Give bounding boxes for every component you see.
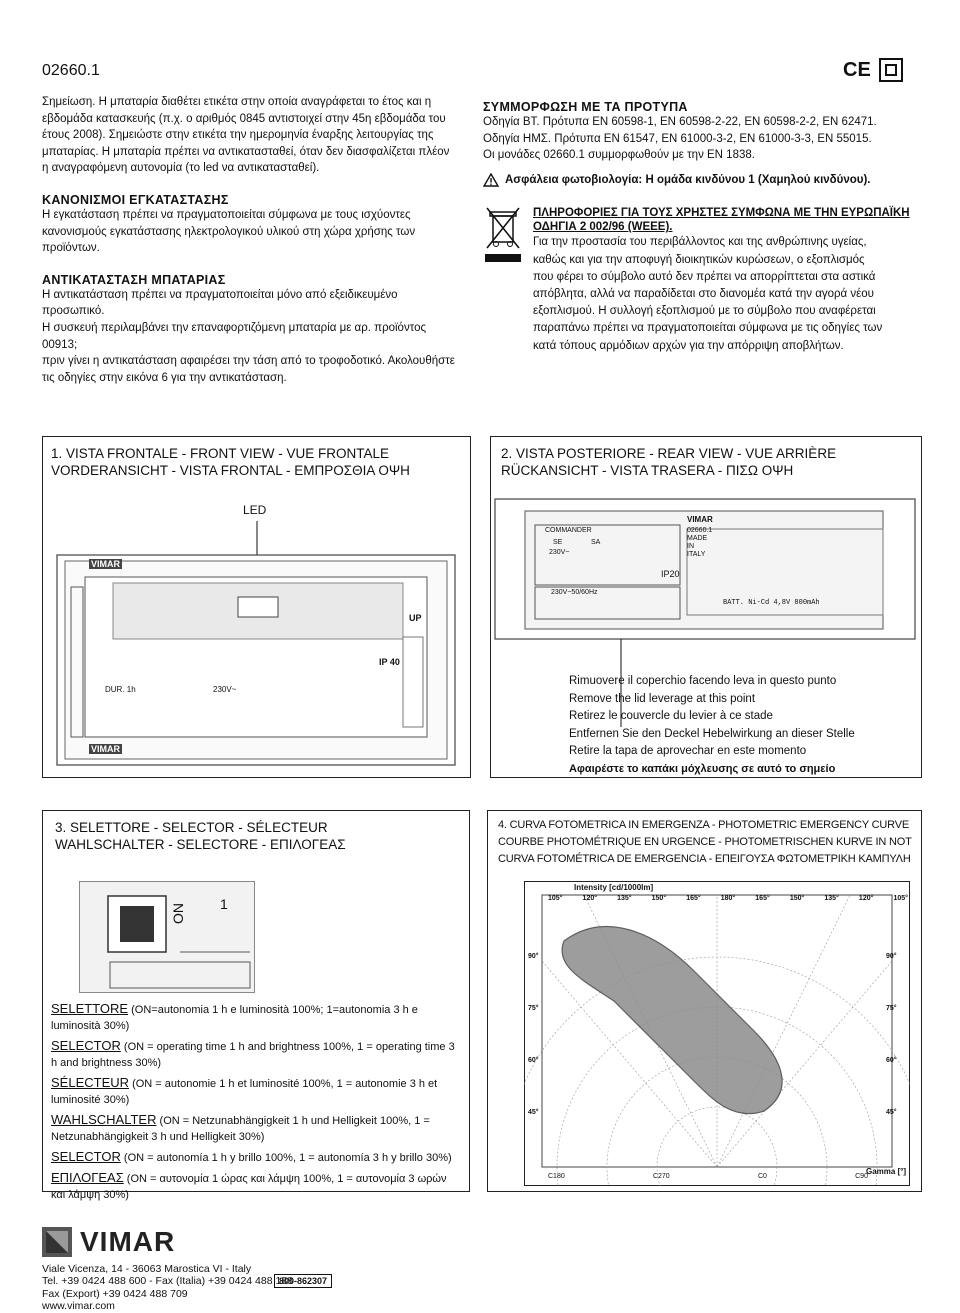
angle-tick: 60° xyxy=(886,1057,897,1064)
legend-key: SÉLECTEUR xyxy=(51,1075,130,1090)
instruction-line: Retire la tapa de aprovechar en este momento xyxy=(569,745,807,757)
angle-tick: 180° xyxy=(720,895,736,902)
intensity-label: Intensity [cd/1000lm] xyxy=(574,883,654,892)
footer-logo xyxy=(42,1226,175,1258)
angle-tick: 105° xyxy=(548,895,563,902)
text-line: απόβλητα, αλλά να παραδίδεται στο διανομέα κατά την αγορά νέου xyxy=(533,287,874,300)
caption-line: 3. SELETTORE - SELECTOR - SÉLECTEUR xyxy=(55,820,328,835)
left-column xyxy=(42,94,462,386)
supply-label: 230V~50/60Hz xyxy=(551,589,598,596)
caption-line: RÜCKANSICHT - VISTA TRASERA - ΠΙΣΩ ΟΨΗ xyxy=(501,463,794,478)
text-line: Η αντικατάσταση πρέπει να πραγματοποιείται μόνο από εξειδικευμένο προσωπικό. xyxy=(42,288,398,318)
figure-front-view xyxy=(42,436,471,778)
sa-label: SA xyxy=(591,539,601,546)
legend-value: (ON=autonomia 1 h e luminosità 100%; 1=autonomia 3 h e luminosità 30%) xyxy=(51,1004,418,1032)
fig2-caption xyxy=(501,445,836,479)
weee-title xyxy=(533,206,923,234)
weee-section xyxy=(483,206,923,354)
footer-address xyxy=(42,1263,293,1313)
photobio-text: Ασφάλεια φωτοβιολογία: Η ομάδα κινδύνου 1 (Χαμηλού κινδύνου). xyxy=(505,173,871,186)
led-label: LED xyxy=(243,503,267,517)
install-text xyxy=(42,207,462,257)
angle-tick: 150° xyxy=(789,895,805,902)
text-line: προϊόντων. xyxy=(42,242,100,255)
left-angle-ticks xyxy=(528,931,539,1139)
plane-label: C0 xyxy=(757,1173,767,1180)
dur-label xyxy=(105,685,136,694)
fig4-caption xyxy=(498,817,912,868)
right-angle-ticks xyxy=(886,931,897,1139)
fig3-caption xyxy=(55,819,346,853)
caption-line: COURBE PHOTOMÉTRIQUE EN URGENCE - PHOTOMETRISCHEN KURVE IN NOT xyxy=(498,836,912,848)
angle-tick: 90° xyxy=(886,953,897,960)
one-label: 1 xyxy=(220,896,228,912)
battery-label: BATT. Ni-Cd 4,8V 800mAh xyxy=(723,599,820,607)
text-line: που φέρει το σύμβολο αυτό δεν πρέπει να απορρίπτεται στα αστικά xyxy=(533,270,876,283)
vimar-logo-icon xyxy=(42,1227,72,1257)
document-code: 02660.1 xyxy=(42,62,100,79)
selector-drawing xyxy=(79,881,255,993)
legend-value: (ON = operating time 1 h and brightness 100%, 1 = operating time 3 h and brightness 30%) xyxy=(51,1041,455,1069)
instruction-line: Rimuovere il coperchio facendo leva in questo punto xyxy=(569,675,837,687)
battery-text xyxy=(42,287,462,387)
angle-tick: 60° xyxy=(528,1057,539,1064)
instruction-line: Αφαιρέστε το καπάκι μόχλευσης σε αυτό το σημείο xyxy=(569,762,836,775)
voltage-label: 230V~ xyxy=(213,685,237,694)
certification-marks xyxy=(843,58,903,82)
legend-key: SELECTOR xyxy=(51,1038,121,1053)
note-line: Σημείωση. Η μπαταρία διαθέτει ετικέτα στην οποία αναγράφεται το έτος και η xyxy=(42,96,432,108)
legend-el xyxy=(51,1170,461,1203)
text-line: πριν γίνει η αντικατάσταση αφαιρέσει την τάση από το τροφοδοτικό. Ακολουθήστε xyxy=(42,355,455,368)
battery-title: ΑΝΤΙΚΑΤΑΣΤΑΣΗ ΜΠΑΤΑΡΙΑΣ xyxy=(42,272,226,287)
top-angle-ticks xyxy=(548,895,908,902)
note-line: μπαταρίας. Η μπαταρία πρέπει να αντικατασταθεί, όταν δεν διασφαλίζεται πλέον xyxy=(42,145,450,158)
remove-lid-instructions xyxy=(569,673,855,778)
green-number-badge: 800-862307 xyxy=(274,1274,332,1288)
gamma-label: Gamma [°] xyxy=(866,1167,907,1176)
angle-tick: 45° xyxy=(528,1109,539,1116)
legend-it xyxy=(51,1001,461,1034)
legend-fr xyxy=(51,1075,461,1108)
right-column xyxy=(483,100,923,355)
battery-note xyxy=(42,94,462,177)
crossed-bin-icon xyxy=(483,206,523,264)
plane-label: C90 xyxy=(855,1173,868,1180)
made-in-italy xyxy=(687,527,712,559)
text-line: καθώς και για την αποφυγή διοικητικών κυρώσεων, ο εξοπλισμός xyxy=(533,253,865,266)
text-line: ΠΛΗΡΟΦΟΡΙΕΣ ΓΙΑ ΤΟΥΣ ΧΡΗΣΤΕΣ ΣΥΜΦΩΝΑ ΜΕ ΤΗΝ ΕΥΡΩΠΑΪΚΗ xyxy=(533,207,910,220)
photometric-polar-chart xyxy=(524,881,910,1186)
fig1-brand-bottom: VIMAR xyxy=(91,744,120,754)
address-line: Fax (Export) +39 0424 488 709 xyxy=(42,1287,188,1300)
text-line: Οδηγία ΗΜΣ. Πρότυπα EN 61547, EN 61000-3-2, EN 61000-3-3, EN 55015. xyxy=(483,132,872,145)
angle-tick: 135° xyxy=(617,895,632,902)
up-label: UP xyxy=(409,613,422,623)
conformity-text xyxy=(483,114,923,164)
caption-line: 4. CURVA FOTOMETRICA IN EMERGENZA - PHOTOMETRIC EMERGENCY CURVE xyxy=(498,819,909,831)
caption-line: 1. VISTA FRONTALE - FRONT VIEW - VUE FRONTALE xyxy=(51,446,390,461)
dur-text: DUR. xyxy=(105,685,125,694)
angle-tick: 165° xyxy=(686,895,701,902)
caption-line: CURVA FOTOMÉTRICA DE EMERGENCIA - ΕΠΕΙΓΟΥΣΑ ΦΩΤΟΜΕΤΡΙΚΗ ΚΑΜΠΥΛΗ xyxy=(498,853,911,865)
text-line: Η εγκατάσταση πρέπει να πραγματοποιείται σύμφωνα με τους ισχύοντες xyxy=(42,208,411,221)
figure-selector xyxy=(42,810,470,1201)
photobio-line xyxy=(483,172,923,189)
figure-rear-view xyxy=(490,436,922,778)
legend-key: SELETTORE xyxy=(51,1001,129,1016)
instruction-line: Retirez le couvercle du levier à ce stade xyxy=(569,710,773,722)
plane-label: C180 xyxy=(548,1173,565,1180)
legend-key: WAHLSCHALTER xyxy=(51,1112,157,1127)
se-label: SE xyxy=(553,539,563,546)
fig2-brand: VIMAR xyxy=(687,515,713,524)
instruction-line: Entfernen Sie den Deckel Hebelwirkung an dieser Stelle xyxy=(569,727,855,740)
se-volt-label: 230V~ xyxy=(549,549,570,556)
ce-mark-icon: CE xyxy=(843,58,871,81)
weee-text xyxy=(533,234,923,354)
commander-label: COMMANDER xyxy=(545,527,592,534)
plane-label: C270 xyxy=(652,1173,670,1180)
selector-legend xyxy=(51,1001,461,1207)
legend-de xyxy=(51,1112,461,1145)
text-line: εξοπλισμού. Η συλλογή εξοπλισμού με το σύμβολο που αναφέρεται xyxy=(533,305,876,318)
legend-value: (ON = autonomie 1 h et luminosité 100%, 1 = autonomie 3 h et luminosité 30%) xyxy=(51,1078,438,1106)
text-line: Η συσκευή περιλαμβάνει την επαναφορτιζόμενη μπαταρία με αρ. προϊόντος 00913; xyxy=(42,321,427,351)
caption-line: WAHLSCHALTER - SELECTORE - ΕΠΙΛΟΓΕΑΣ xyxy=(55,837,346,852)
double-insulation-icon xyxy=(879,58,903,82)
figure-photometric-curve xyxy=(487,810,922,1192)
text-line: Οδηγία ΒΤ. Πρότυπα EN 60598-1, EN 60598-2-22, EN 60598-2-2, EN 62471. xyxy=(483,116,877,128)
text-line: τις οδηγίες στην εικόνα 6 για την αντικατάσταση. xyxy=(42,371,287,384)
angle-tick: 75° xyxy=(886,1005,897,1012)
angle-tick: 105° xyxy=(893,895,908,902)
text-line: κατά τόπους αρμόδιων αρχών για την απόρριψη αποβλήτων. xyxy=(533,339,844,352)
caption-line: 2. VISTA POSTERIORE - REAR VIEW - VUE ARRIÈRE xyxy=(501,446,837,461)
italy-text: ITALY xyxy=(687,551,706,558)
in-text: IN xyxy=(687,543,694,550)
angle-tick: 90° xyxy=(528,953,539,960)
code-text: 02660.1 xyxy=(687,527,713,534)
bottom-plane-labels xyxy=(548,1173,868,1180)
note-line: έτους 2008). Σημειώστε στην ετικέτα την ημερομηνία έναρξης λειτουργίας της xyxy=(42,129,434,142)
legend-value: (ON = αυτονομία 1 ώρας και λάμψη 100%, 1 = αυτονομία 3 ωρών και λάμψη 30%) xyxy=(51,1173,447,1201)
text-line: ΟΔΗΓΙΑ 2 002/96 (WEEE). xyxy=(533,221,673,234)
angle-tick: 120° xyxy=(858,895,874,902)
caption-line: VORDERANSICHT - VISTA FRONTAL - ΕΜΠΡΟΣΘΙΑ ΟΨΗ xyxy=(51,463,410,478)
address-line: Viale Vicenza, 14 - 36063 Marostica VI - Italy xyxy=(42,1263,252,1275)
address-line: Tel. +39 0424 488 600 - Fax (Italia) +39 0424 488 188 xyxy=(42,1275,294,1288)
legend-value: (ON = Netzunabhängigkeit 1 h und Helligkeit 100%, 1 = Netzunabhängigkeit 3 h und Helligkeit 30%) xyxy=(51,1115,430,1143)
angle-tick: 165° xyxy=(755,895,770,902)
weee-symbol xyxy=(483,206,533,354)
legend-key: ΕΠΙΛΟΓΕΑΣ xyxy=(51,1170,124,1185)
legend-key: SELECTOR xyxy=(51,1149,121,1164)
install-title: ΚΑΝΟΝΙΣΜΟΙ ΕΓΚΑΤΑΣΤΑΣΗΣ xyxy=(42,192,229,207)
ip20-label: IP20 xyxy=(661,569,680,579)
hours-text: 1h xyxy=(126,685,136,694)
on-label: ON xyxy=(170,903,186,924)
legend-en xyxy=(51,1038,461,1071)
website-link[interactable]: www.vimar.com xyxy=(42,1300,115,1313)
legend-value: (ON = autonomía 1 h y brillo 100%, 1 = autonomía 3 h y brillo 30%) xyxy=(120,1152,452,1164)
made-text: MADE xyxy=(687,535,708,542)
ip40-label: IP 40 xyxy=(379,657,400,667)
legend-es xyxy=(51,1149,461,1166)
angle-tick: 135° xyxy=(824,895,839,902)
angle-tick: 75° xyxy=(528,1005,539,1012)
text-line: Οι μονάδες 02660.1 συμμορφωθούν με την EN 1838. xyxy=(483,149,755,162)
text-line: παραπάνω πρέπει να πραγματοποιείται σύμφωνα με τις οδηγίες των xyxy=(533,322,883,335)
text-line: Για την προστασία του περιβάλλοντος και της ανθρώπινης υγείας, xyxy=(533,236,867,249)
instruction-line: Remove the lid leverage at this point xyxy=(569,692,756,705)
note-line: εβδομάδα κατασκευής (π.χ. ο αριθμός 0845 αντιστοιχεί στην 45η εβδομάδα του xyxy=(42,112,446,125)
note-line: η αναγραφόμενη αυτονομία (το led να αντικατασταθεί). xyxy=(42,162,320,175)
front-view-drawing xyxy=(43,437,470,777)
warning-icon xyxy=(483,173,499,187)
angle-tick: 45° xyxy=(886,1109,897,1116)
angle-tick: 150° xyxy=(651,895,667,902)
angle-tick: 120° xyxy=(582,895,598,902)
vimar-wordmark: VIMAR xyxy=(80,1226,176,1257)
fig1-brand: VIMAR xyxy=(91,559,120,569)
text-line: κανονισμούς εγκατάστασης ηλεκτρολογικού υλικού στη χώρα χρήσης των xyxy=(42,225,416,238)
conformity-title: ΣΥΜΜΟΡΦΩΣΗ ΜΕ ΤΑ ΠΡΟΤΥΠΑ xyxy=(483,100,688,114)
